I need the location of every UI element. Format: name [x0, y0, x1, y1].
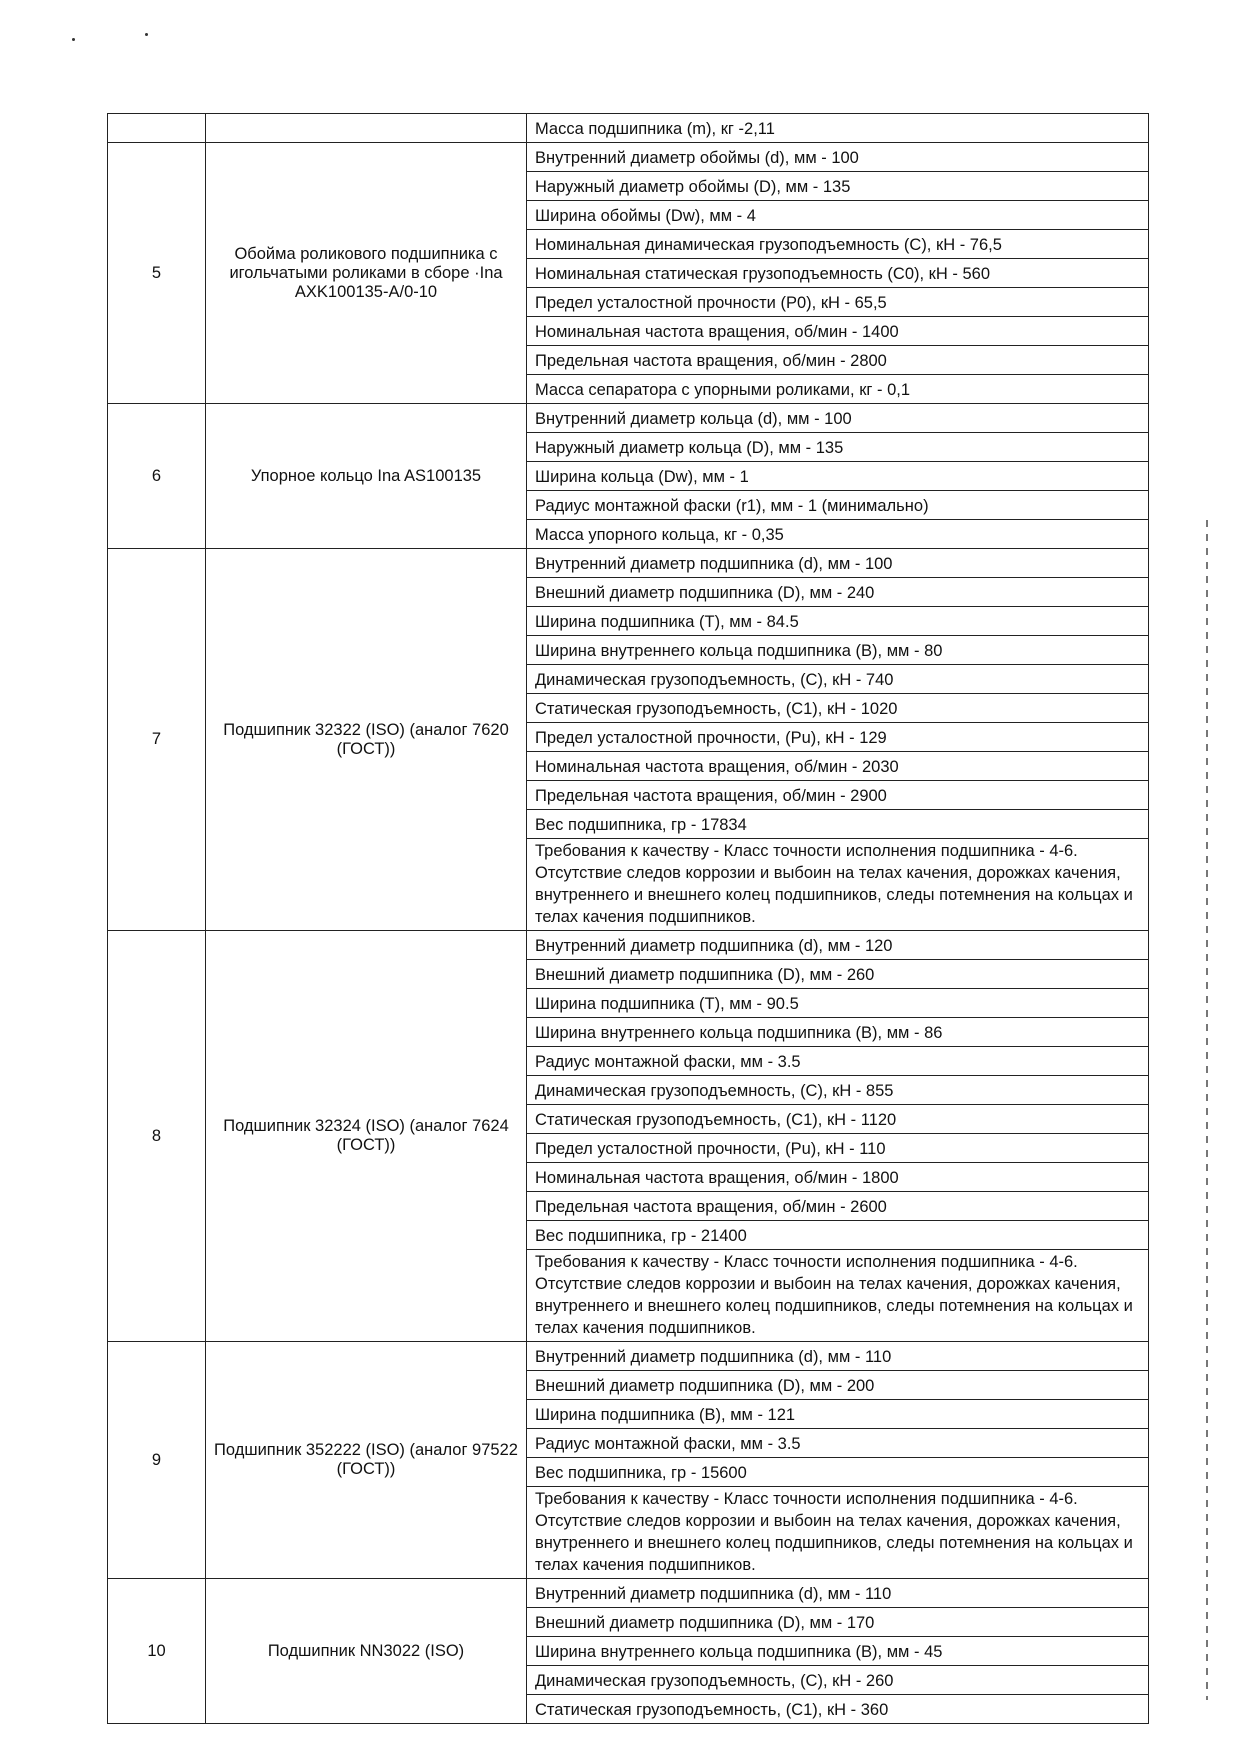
item-property: Номинальная частота вращения, об/мин - 1400	[527, 317, 1149, 346]
item-property: Динамическая грузоподъемность, (С), кН - 855	[527, 1076, 1149, 1105]
item-property: Радиус монтажной фаски, мм - 3.5	[527, 1429, 1149, 1458]
item-property: Статическая грузоподъемность, (С1), кН - 1020	[527, 694, 1149, 723]
item-property: Номинальная динамическая грузоподъемность (С), кН - 76,5	[527, 230, 1149, 259]
item-number	[108, 114, 206, 143]
item-property: Ширина подшипника (Т), мм - 84.5	[527, 607, 1149, 636]
item-property: Масса упорного кольца, кг - 0,35	[527, 520, 1149, 549]
item-number: 7	[108, 549, 206, 931]
item-property: Ширина внутреннего кольца подшипника (В), мм - 80	[527, 636, 1149, 665]
item-property: Динамическая грузоподъемность, (С), кН - 740	[527, 665, 1149, 694]
item-name: Подшипник NN3022 (ISO)	[206, 1579, 527, 1724]
item-property: Внутренний диаметр подшипника (d), мм - 120	[527, 931, 1149, 960]
item-property: Наружный диаметр обоймы (D), мм - 135	[527, 172, 1149, 201]
item-property: Требования к качеству - Класс точности исполнения подшипника - 4-6. Отсутствие следов коррозии и выбоин на телах качения, дорожках качения, внутреннего и внешнего колец подшипников, следы потемнения на кольцах и телах качения подшипников.	[527, 1250, 1149, 1342]
item-property: Ширина обоймы (Dw), мм - 4	[527, 201, 1149, 230]
item-property: Номинальная статическая грузоподъемность (С0), кН - 560	[527, 259, 1149, 288]
item-property: Предел усталостной прочности (Р0), кН - 65,5	[527, 288, 1149, 317]
item-property: Ширина подшипника (Т), мм - 90.5	[527, 989, 1149, 1018]
item-property: Внутренний диаметр обоймы (d), мм - 100	[527, 143, 1149, 172]
table-row	[108, 1579, 1149, 1608]
item-property: Внешний диаметр подшипника (D), мм - 260	[527, 960, 1149, 989]
scan-edge-line	[1206, 520, 1208, 1700]
scan-speck	[145, 33, 148, 36]
item-property: Вес подшипника, гр - 21400	[527, 1221, 1149, 1250]
item-property: Вес подшипника, гр - 15600	[527, 1458, 1149, 1487]
item-name	[206, 114, 527, 143]
specification-table	[107, 113, 1149, 1724]
specification-table-body	[108, 114, 1149, 1724]
item-property: Требования к качеству - Класс точности исполнения подшипника - 4-6. Отсутствие следов коррозии и выбоин на телах качения, дорожках качения, внутреннего и внешнего колец подшипников, следы потемнения на кольцах и телах качения подшипников.	[527, 839, 1149, 931]
item-property: Радиус монтажной фаски (r1), мм - 1 (минимально)	[527, 491, 1149, 520]
item-property: Динамическая грузоподъемность, (С), кН - 260	[527, 1666, 1149, 1695]
item-property: Наружный диаметр кольца (D), мм - 135	[527, 433, 1149, 462]
item-name: Обойма роликового подшипника с игольчатыми роликами в сборе ·Ina AXK100135-A/0-10	[206, 143, 527, 404]
table-row	[108, 114, 1149, 143]
item-property: Номинальная частота вращения, об/мин - 1800	[527, 1163, 1149, 1192]
item-property: Ширина кольца (Dw), мм - 1	[527, 462, 1149, 491]
item-property: Внутренний диаметр подшипника (d), мм - 100	[527, 549, 1149, 578]
item-property: Предел усталостной прочности, (Pu), кН - 129	[527, 723, 1149, 752]
item-property: Внешний диаметр подшипника (D), мм - 200	[527, 1371, 1149, 1400]
item-property: Ширина внутреннего кольца подшипника (В), мм - 86	[527, 1018, 1149, 1047]
item-name: Подшипник 32324 (ISO) (аналог 7624 (ГОСТ))	[206, 931, 527, 1342]
item-property: Масса подшипника (m), кг -2,11	[527, 114, 1149, 143]
item-number: 9	[108, 1342, 206, 1579]
item-property: Внутренний диаметр подшипника (d), мм - 110	[527, 1342, 1149, 1371]
table-row	[108, 143, 1149, 172]
item-property: Статическая грузоподъемность, (С1), кН - 1120	[527, 1105, 1149, 1134]
item-property: Радиус монтажной фаски, мм - 3.5	[527, 1047, 1149, 1076]
item-property: Требования к качеству - Класс точности исполнения подшипника - 4-6. Отсутствие следов коррозии и выбоин на телах качения, дорожках качения, внутреннего и внешнего колец подшипников, следы потемнения на кольцах и телах качения подшипников.	[527, 1487, 1149, 1579]
table-row	[108, 1342, 1149, 1371]
item-property: Номинальная частота вращения, об/мин - 2030	[527, 752, 1149, 781]
item-property: Предельная частота вращения, об/мин - 2900	[527, 781, 1149, 810]
item-property: Ширина внутреннего кольца подшипника (В), мм - 45	[527, 1637, 1149, 1666]
item-property: Статическая грузоподъемность, (С1), кН - 360	[527, 1695, 1149, 1724]
item-property: Внутренний диаметр кольца (d), мм - 100	[527, 404, 1149, 433]
item-property: Внешний диаметр подшипника (D), мм - 170	[527, 1608, 1149, 1637]
item-number: 5	[108, 143, 206, 404]
item-property: Масса сепаратора с упорными роликами, кг - 0,1	[527, 375, 1149, 404]
item-name: Подшипник 352222 (ISO) (аналог 97522 (ГОСТ))	[206, 1342, 527, 1579]
item-property: Внешний диаметр подшипника (D), мм - 240	[527, 578, 1149, 607]
item-property: Внутренний диаметр подшипника (d), мм - 110	[527, 1579, 1149, 1608]
item-property: Ширина подшипника (В), мм - 121	[527, 1400, 1149, 1429]
item-property: Предельная частота вращения, об/мин - 2600	[527, 1192, 1149, 1221]
item-property: Предел усталостной прочности, (Pu), кН - 110	[527, 1134, 1149, 1163]
table-row	[108, 931, 1149, 960]
item-number: 8	[108, 931, 206, 1342]
item-name: Упорное кольцо Ina AS100135	[206, 404, 527, 549]
item-number: 6	[108, 404, 206, 549]
item-property: Предельная частота вращения, об/мин - 2800	[527, 346, 1149, 375]
scan-speck	[72, 38, 75, 41]
table-row	[108, 549, 1149, 578]
item-property: Вес подшипника, гр - 17834	[527, 810, 1149, 839]
item-name: Подшипник 32322 (ISO) (аналог 7620 (ГОСТ))	[206, 549, 527, 931]
item-number: 10	[108, 1579, 206, 1724]
table-row	[108, 404, 1149, 433]
